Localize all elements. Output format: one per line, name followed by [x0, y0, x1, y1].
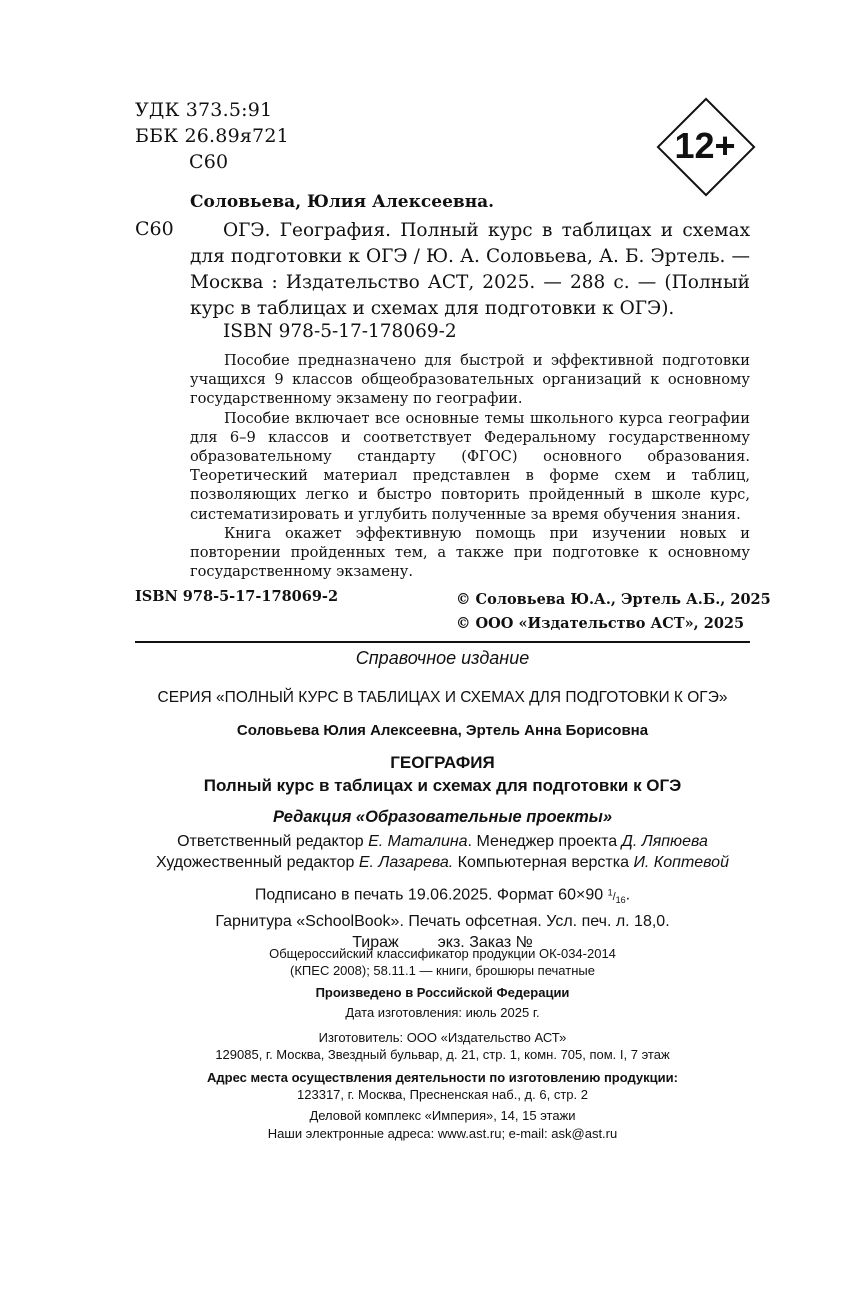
classifier-line-1: Общероссийский классификатор продукции ОК-034-2014: [269, 946, 616, 961]
typeface-line: Гарнитура «SchoolBook». Печать офсетная. Усл. печ. л. 18,0.: [215, 912, 670, 930]
annotation: [190, 351, 750, 581]
format-denominator: 16: [615, 894, 626, 905]
editors-block: [100, 831, 785, 873]
editors-line-2: [100, 852, 785, 873]
layout-designer: И. Коптевой: [633, 854, 729, 871]
layout-label: Компьютерная верстка: [457, 854, 630, 871]
format-fraction: $^1/_{16}$: [607, 887, 626, 905]
signed-line: Подписано в печать 19.06.2025. Формат 60×90 $^1/_{16}$.: [254, 886, 631, 905]
copyright-block: [456, 588, 771, 636]
bib-code: С60: [135, 218, 174, 240]
made-date: Дата изготовления: июль 2025 г.: [345, 1005, 540, 1020]
bibliographic-entry: [190, 218, 750, 322]
made-in: Произведено в Российской Федерации: [315, 985, 570, 1000]
print-details: [100, 882, 785, 953]
editors-line-1: Ответственный редактор Е. Маталина. Менеджер проекта Д. Ляпюева: [177, 833, 708, 850]
annotation-paragraph: Книга окажет эффективную помощь при изучении новых и повторении пройденных тем, а также при подготовке к основному государственному экзамену.: [190, 524, 750, 581]
print-run-label: Тираж: [352, 933, 399, 951]
manager-label: Менеджер проекта: [476, 833, 618, 850]
resp-editor-label: Ответственный редактор: [177, 833, 364, 850]
udk-code: УДК 373.5:91: [135, 99, 273, 121]
art-editor: Е. Лазарева.: [358, 854, 454, 871]
series-name: СЕРИЯ «ПОЛНЫЙ КУРС В ТАБЛИЦАХ И СХЕМАХ ДЛЯ ПОДГОТОВКИ К ОГЭ»: [157, 689, 728, 706]
isbn-bottom: ISBN 978-5-17-178069-2: [135, 588, 339, 605]
contacts-block: [100, 1107, 785, 1143]
manufacturer-block: [100, 1029, 785, 1063]
manager: Д. Ляпюева: [621, 833, 708, 850]
print-run-value: экз. Заказ №: [437, 933, 533, 951]
age-rating-text: 12+: [674, 125, 736, 166]
classifier-block: [100, 945, 785, 979]
bbk-code: ББК 26.89я721: [135, 125, 289, 147]
imprint-title-block: [100, 751, 785, 797]
isbn-line: ISBN 978-5-17-178069-2: [223, 321, 457, 342]
production-address: 123317, г. Москва, Пресненская наб., д. 6, стр. 2: [297, 1087, 588, 1102]
edition-type: Справочное издание: [355, 648, 530, 668]
book-title: ГЕОГРАФИЯ: [390, 753, 495, 772]
annotation-paragraph: Пособие включает все основные темы школьного курса географии для 6–9 классов и соответствует Федеральному государственному образовательному стандарту (ФГОС) основного образования. Теоретический материал представлен в форме схем и таблиц, позволяющих легко и быстро повторить пройденный в школе курс, систематизировать и углубить полученные за время обучения знания.: [190, 409, 750, 523]
manufacturer: Изготовитель: ООО «Издательство АСТ»: [318, 1030, 567, 1045]
signed-text: Подписано в печать 19.06.2025. Формат 60×90: [254, 886, 604, 904]
author-heading: Соловьева, Юлия Алексеевна.: [190, 192, 495, 212]
imprint-authors: Соловьева Юлия Алексеевна, Эртель Анна Борисовна: [236, 722, 649, 739]
bib-entry-text: ОГЭ. География. Полный курс в таблицах и схемах для подготовки к ОГЭ / Ю. А. Соловьева, А. Б. Эртель. — Москва : Издательство АСТ, 2025. — 288 с. — (Полный курс в таблицах и схемах для подготовки к ОГЭ).: [190, 220, 750, 319]
format-numerator: 1: [607, 887, 613, 897]
author-mark: С60: [189, 151, 229, 173]
editorial-office: Редакция «Образовательные проекты»: [272, 808, 613, 826]
business-complex: Деловой комплекс «Империя», 14, 15 этажи: [309, 1108, 576, 1123]
art-editor-label: Художественный редактор: [156, 854, 355, 871]
copyright-line: © ООО «Издательство АСТ», 2025: [456, 615, 745, 632]
age-rating-badge: [657, 98, 753, 194]
classifier-line-2: (КПЕС 2008); 58.11.1 — книги, брошюры печатные: [290, 963, 595, 978]
divider: [135, 641, 750, 643]
production-label: Адрес места осуществления деятельности по изготовлению продукции:: [207, 1070, 678, 1085]
electronic-addresses: Наши электронные адреса: www.ast.ru; e-mail: ask@ast.ru: [267, 1126, 618, 1141]
annotation-paragraph: Пособие предназначено для быстрой и эффективной подготовки учащихся 9 классов общеобразовательных организаций к основному государственному экзамену по географии.: [190, 352, 750, 408]
manufacturer-address: 129085, г. Москва, Звездный бульвар, д. 21, стр. 1, комн. 705, пом. I, 7 этаж: [215, 1047, 670, 1062]
production-block: [100, 1069, 785, 1103]
resp-editor: Е. Маталина: [368, 833, 468, 850]
catalog-codes: [135, 97, 289, 175]
copyright-line: © Соловьева Ю.А., Эртель А.Б., 2025: [456, 591, 771, 608]
book-subtitle: Полный курс в таблицах и схемах для подготовки к ОГЭ: [203, 776, 682, 795]
